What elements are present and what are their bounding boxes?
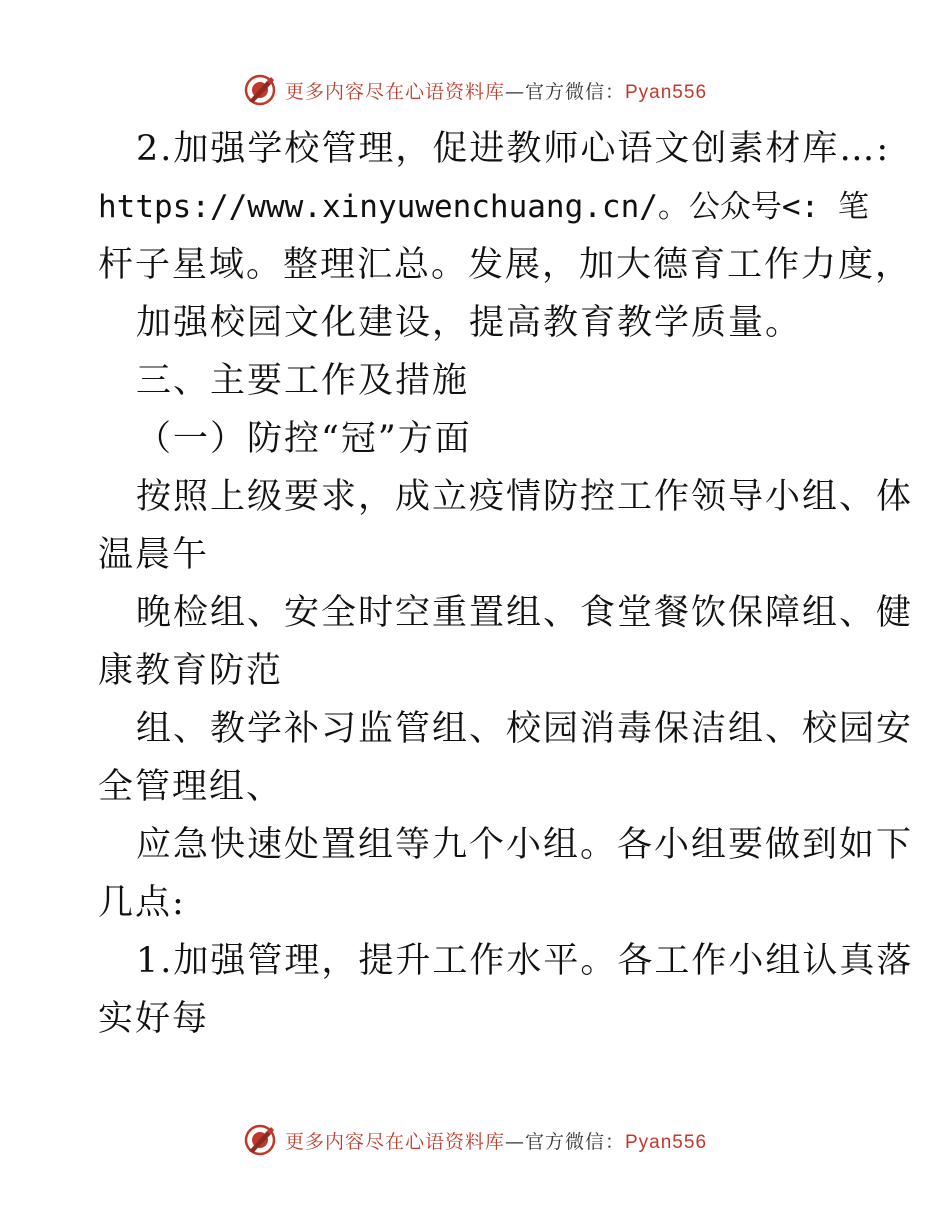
header-wechat-id: Pyan556 — [625, 81, 708, 103]
pen-circle-logo-icon — [243, 73, 277, 107]
header-dash: — — [504, 80, 525, 103]
paragraph-line: 晚检组、安全时空重置组、食堂餐饮保障组、健 — [136, 593, 914, 633]
paragraph-line: 实好每 — [98, 999, 210, 1039]
paragraph-line: 1.加强管理，提升工作水平。各工作小组认真落 — [136, 941, 914, 981]
subsection-heading: （一）防控“冠”方面 — [136, 419, 472, 459]
paragraph-line: 加强校园文化建设，提高教育教学质量。 — [136, 303, 803, 343]
paragraph-line: 2.加强学校管理，促进教师心语文创素材库…: — [136, 129, 891, 169]
footer-wechat-label: 官方微信： — [524, 1130, 625, 1153]
footer-text — [285, 1127, 707, 1154]
footer-banner — [0, 1120, 950, 1160]
document-body — [98, 120, 914, 1048]
paragraph-line: 组、教学补习监管组、校园消毒保洁组、校园安 — [136, 709, 914, 749]
footer-wechat-id: Pyan556 — [625, 1131, 708, 1153]
paragraph-line: 温晨午 — [98, 535, 210, 575]
section-heading: 三、主要工作及措施 — [136, 361, 470, 401]
paragraph-line: 按照上级要求，成立疫情防控工作领导小组、体 — [136, 477, 914, 517]
header-banner — [0, 70, 950, 110]
paragraph-line: 杆子星域。整理汇总。发展，加大德育工作力度， — [98, 245, 913, 285]
paragraph-line: https://www.xinyuwenchuang.cn/。公众号<: 笔 — [98, 189, 869, 225]
paragraph-line: 应急快速处置组等九个小组。各小组要做到如下 — [136, 825, 914, 865]
paragraph-line: 康教育防范 — [98, 651, 284, 691]
pen-circle-logo-icon — [243, 1123, 277, 1157]
header-site-name: 更多内容尽在心语资料库 — [284, 80, 505, 103]
footer-dash: — — [504, 1130, 525, 1153]
paragraph-line: 全管理组、 — [98, 767, 284, 807]
header-text — [285, 77, 707, 104]
paragraph-line: 几点: — [98, 883, 186, 923]
header-wechat-label: 官方微信： — [524, 80, 625, 103]
footer-site-name: 更多内容尽在心语资料库 — [284, 1130, 505, 1153]
